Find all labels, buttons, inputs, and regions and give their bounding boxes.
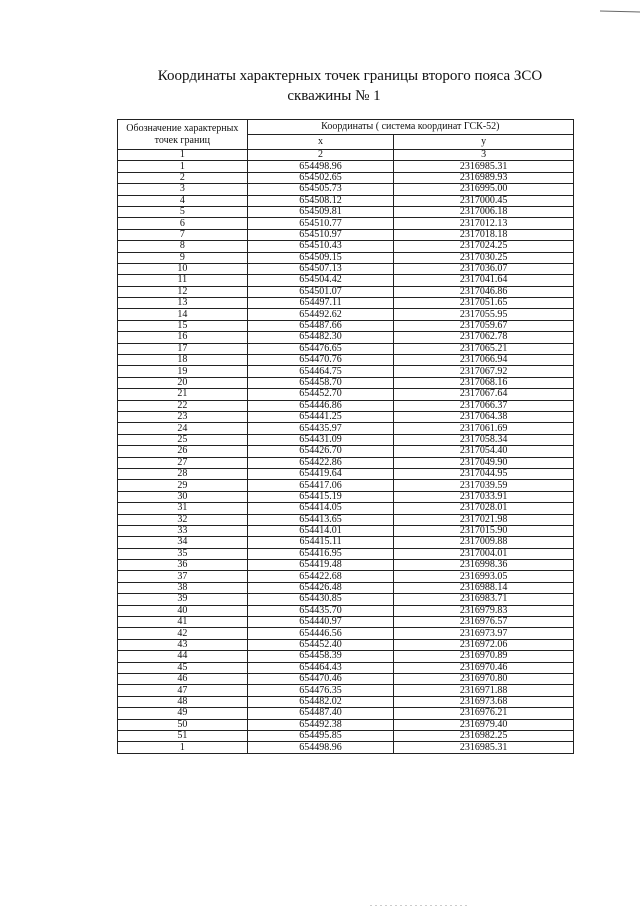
table-row <box>118 628 574 639</box>
point-id-cell: 25 <box>118 434 248 445</box>
table-row <box>118 195 574 206</box>
table-row <box>118 320 574 331</box>
point-id-cell: 38 <box>118 582 248 593</box>
x-coordinate-cell: 654417.06 <box>247 480 394 491</box>
point-id-cell: 36 <box>118 560 248 571</box>
x-coordinate-cell: 654435.70 <box>247 605 394 616</box>
table-row <box>118 560 574 571</box>
table-row <box>118 514 574 525</box>
point-id-cell: 5 <box>118 206 248 217</box>
point-id-cell: 42 <box>118 628 248 639</box>
table-row <box>118 286 574 297</box>
y-coordinate-cell: 2317064.38 <box>394 411 574 422</box>
y-coordinate-cell: 2317028.01 <box>394 503 574 514</box>
y-coordinate-cell: 2317018.18 <box>394 229 574 240</box>
x-coordinate-cell: 654413.65 <box>247 514 394 525</box>
point-id-cell: 37 <box>118 571 248 582</box>
x-coordinate-cell: 654510.43 <box>247 241 394 252</box>
x-coordinate-cell: 654419.48 <box>247 560 394 571</box>
x-coordinate-cell: 654431.09 <box>247 434 394 445</box>
table-row <box>118 218 574 229</box>
table-row <box>118 263 574 274</box>
x-coordinate-cell: 654440.97 <box>247 617 394 628</box>
point-id-cell: 40 <box>118 605 248 616</box>
x-coordinate-cell: 654495.85 <box>247 730 394 741</box>
point-id-cell: 32 <box>118 514 248 525</box>
point-id-cell: 3 <box>118 184 248 195</box>
x-coordinate-cell: 654446.86 <box>247 400 394 411</box>
table-row <box>118 343 574 354</box>
y-coordinate-cell: 2317062.78 <box>394 332 574 343</box>
x-coordinate-cell: 654510.97 <box>247 229 394 240</box>
column-number: 2 <box>247 150 394 161</box>
table-row <box>118 252 574 263</box>
coordinates-table <box>117 119 574 754</box>
table-row <box>118 229 574 240</box>
table-row <box>118 423 574 434</box>
table-row <box>118 730 574 741</box>
point-id-cell: 22 <box>118 400 248 411</box>
point-id-cell: 50 <box>118 719 248 730</box>
point-id-cell: 21 <box>118 389 248 400</box>
x-coordinate-cell: 654415.19 <box>247 491 394 502</box>
column-numbering-row <box>118 150 574 161</box>
point-id-cell: 27 <box>118 457 248 468</box>
y-coordinate-cell: 2317004.01 <box>394 548 574 559</box>
table-row <box>118 673 574 684</box>
table-row <box>118 617 574 628</box>
y-coordinate-cell: 2317024.25 <box>394 241 574 252</box>
y-coordinate-cell: 2317046.86 <box>394 286 574 297</box>
x-coordinate-cell: 654482.02 <box>247 696 394 707</box>
table-row <box>118 719 574 730</box>
y-coordinate-cell: 2316985.31 <box>394 742 574 753</box>
point-id-cell: 49 <box>118 708 248 719</box>
x-coordinate-cell: 654487.40 <box>247 708 394 719</box>
header-y: y <box>394 135 574 150</box>
point-id-cell: 11 <box>118 275 248 286</box>
x-coordinate-cell: 654464.43 <box>247 662 394 673</box>
table-row <box>118 651 574 662</box>
table-row <box>118 605 574 616</box>
y-coordinate-cell: 2316970.89 <box>394 651 574 662</box>
y-coordinate-cell: 2316982.25 <box>394 730 574 741</box>
y-coordinate-cell: 2316995.00 <box>394 184 574 195</box>
point-id-cell: 44 <box>118 651 248 662</box>
table-row <box>118 206 574 217</box>
x-coordinate-cell: 654492.38 <box>247 719 394 730</box>
table-row <box>118 480 574 491</box>
table-row <box>118 184 574 195</box>
y-coordinate-cell: 2317058.34 <box>394 434 574 445</box>
y-coordinate-cell: 2316988.14 <box>394 582 574 593</box>
point-id-cell: 15 <box>118 320 248 331</box>
table-row <box>118 537 574 548</box>
x-coordinate-cell: 654502.65 <box>247 172 394 183</box>
table-row <box>118 503 574 514</box>
y-coordinate-cell: 2316979.40 <box>394 719 574 730</box>
x-coordinate-cell: 654508.12 <box>247 195 394 206</box>
table-row <box>118 355 574 366</box>
point-id-cell: 4 <box>118 195 248 206</box>
table-row <box>118 172 574 183</box>
y-coordinate-cell: 2317059.67 <box>394 320 574 331</box>
y-coordinate-cell: 2317036.07 <box>394 263 574 274</box>
point-id-cell: 8 <box>118 241 248 252</box>
y-coordinate-cell: 2316973.97 <box>394 628 574 639</box>
x-coordinate-cell: 654435.97 <box>247 423 394 434</box>
table-row <box>118 525 574 536</box>
y-coordinate-cell: 2317065.21 <box>394 343 574 354</box>
x-coordinate-cell: 654505.73 <box>247 184 394 195</box>
y-coordinate-cell: 2317041.64 <box>394 275 574 286</box>
point-id-cell: 14 <box>118 309 248 320</box>
x-coordinate-cell: 654504.42 <box>247 275 394 286</box>
y-coordinate-cell: 2317044.95 <box>394 468 574 479</box>
point-id-cell: 30 <box>118 491 248 502</box>
x-coordinate-cell: 654498.96 <box>247 161 394 172</box>
table-row <box>118 582 574 593</box>
x-coordinate-cell: 654470.76 <box>247 355 394 366</box>
point-id-cell: 43 <box>118 639 248 650</box>
header-x: x <box>247 135 394 150</box>
x-coordinate-cell: 654414.05 <box>247 503 394 514</box>
point-id-cell: 1 <box>118 161 248 172</box>
table-row <box>118 161 574 172</box>
point-id-cell: 24 <box>118 423 248 434</box>
table-row <box>118 457 574 468</box>
table-row <box>118 548 574 559</box>
y-coordinate-cell: 2317009.88 <box>394 537 574 548</box>
x-coordinate-cell: 654430.85 <box>247 594 394 605</box>
header-row-1 <box>118 120 574 135</box>
point-id-cell: 48 <box>118 696 248 707</box>
point-id-cell: 1 <box>118 742 248 753</box>
x-coordinate-cell: 654414.01 <box>247 525 394 536</box>
table-row <box>118 389 574 400</box>
y-coordinate-cell: 2317066.37 <box>394 400 574 411</box>
y-coordinate-cell: 2316989.93 <box>394 172 574 183</box>
x-coordinate-cell: 654458.70 <box>247 377 394 388</box>
table-row <box>118 411 574 422</box>
column-number: 1 <box>118 150 248 161</box>
table-row <box>118 309 574 320</box>
table-row <box>118 275 574 286</box>
point-id-cell: 20 <box>118 377 248 388</box>
point-id-cell: 39 <box>118 594 248 605</box>
point-id-cell: 9 <box>118 252 248 263</box>
y-coordinate-cell: 2316972.06 <box>394 639 574 650</box>
table-row <box>118 662 574 673</box>
y-coordinate-cell: 2316973.68 <box>394 696 574 707</box>
y-coordinate-cell: 2317030.25 <box>394 252 574 263</box>
point-id-cell: 16 <box>118 332 248 343</box>
scan-artifact-top <box>600 0 640 3</box>
y-coordinate-cell: 2317039.59 <box>394 480 574 491</box>
y-coordinate-cell: 2317049.90 <box>394 457 574 468</box>
point-id-cell: 34 <box>118 537 248 548</box>
table-row <box>118 332 574 343</box>
point-id-cell: 12 <box>118 286 248 297</box>
point-id-cell: 33 <box>118 525 248 536</box>
y-coordinate-cell: 2317033.91 <box>394 491 574 502</box>
table-body <box>118 161 574 753</box>
point-id-cell: 51 <box>118 730 248 741</box>
point-id-cell: 7 <box>118 229 248 240</box>
y-coordinate-cell: 2316993.05 <box>394 571 574 582</box>
x-coordinate-cell: 654487.66 <box>247 320 394 331</box>
point-id-cell: 35 <box>118 548 248 559</box>
table-header <box>118 120 574 161</box>
x-coordinate-cell: 654507.13 <box>247 263 394 274</box>
table-row <box>118 639 574 650</box>
y-coordinate-cell: 2317068.16 <box>394 377 574 388</box>
header-coordinates-group: Координаты ( система координат ГСК-52) <box>247 120 573 135</box>
x-coordinate-cell: 654426.70 <box>247 446 394 457</box>
table-row <box>118 366 574 377</box>
x-coordinate-cell: 654422.86 <box>247 457 394 468</box>
point-id-cell: 29 <box>118 480 248 491</box>
x-coordinate-cell: 654446.56 <box>247 628 394 639</box>
x-coordinate-cell: 654492.62 <box>247 309 394 320</box>
x-coordinate-cell: 654415.11 <box>247 537 394 548</box>
point-id-cell: 19 <box>118 366 248 377</box>
y-coordinate-cell: 2316970.46 <box>394 662 574 673</box>
document-title <box>0 66 640 106</box>
x-coordinate-cell: 654464.75 <box>247 366 394 377</box>
y-coordinate-cell: 2317061.69 <box>394 423 574 434</box>
x-coordinate-cell: 654498.96 <box>247 742 394 753</box>
point-id-cell: 47 <box>118 685 248 696</box>
x-coordinate-cell: 654422.68 <box>247 571 394 582</box>
point-id-cell: 26 <box>118 446 248 457</box>
column-number: 3 <box>394 150 574 161</box>
y-coordinate-cell: 2316976.21 <box>394 708 574 719</box>
scan-artifact-bottom <box>370 893 470 894</box>
table-row <box>118 241 574 252</box>
y-coordinate-cell: 2317051.65 <box>394 298 574 309</box>
y-coordinate-cell: 2316970.80 <box>394 673 574 684</box>
table-row <box>118 491 574 502</box>
x-coordinate-cell: 654509.81 <box>247 206 394 217</box>
table-row <box>118 685 574 696</box>
y-coordinate-cell: 2316998.36 <box>394 560 574 571</box>
x-coordinate-cell: 654497.11 <box>247 298 394 309</box>
table-row <box>118 571 574 582</box>
point-id-cell: 6 <box>118 218 248 229</box>
point-id-cell: 45 <box>118 662 248 673</box>
point-id-cell: 2 <box>118 172 248 183</box>
table-row <box>118 434 574 445</box>
y-coordinate-cell: 2316983.71 <box>394 594 574 605</box>
x-coordinate-cell: 654476.35 <box>247 685 394 696</box>
table-row <box>118 594 574 605</box>
y-coordinate-cell: 2317067.64 <box>394 389 574 400</box>
x-coordinate-cell: 654452.70 <box>247 389 394 400</box>
y-coordinate-cell: 2317021.98 <box>394 514 574 525</box>
table-row <box>118 377 574 388</box>
y-coordinate-cell: 2317054.40 <box>394 446 574 457</box>
point-id-cell: 13 <box>118 298 248 309</box>
x-coordinate-cell: 654416.95 <box>247 548 394 559</box>
x-coordinate-cell: 654452.40 <box>247 639 394 650</box>
y-coordinate-cell: 2316971.88 <box>394 685 574 696</box>
x-coordinate-cell: 654426.48 <box>247 582 394 593</box>
point-id-cell: 10 <box>118 263 248 274</box>
x-coordinate-cell: 654509.15 <box>247 252 394 263</box>
y-coordinate-cell: 2317055.95 <box>394 309 574 320</box>
x-coordinate-cell: 654458.39 <box>247 651 394 662</box>
point-id-cell: 28 <box>118 468 248 479</box>
y-coordinate-cell: 2317067.92 <box>394 366 574 377</box>
y-coordinate-cell: 2317000.45 <box>394 195 574 206</box>
y-coordinate-cell: 2317012.13 <box>394 218 574 229</box>
point-id-cell: 46 <box>118 673 248 684</box>
point-id-cell: 18 <box>118 355 248 366</box>
x-coordinate-cell: 654510.77 <box>247 218 394 229</box>
table-row <box>118 298 574 309</box>
point-id-cell: 17 <box>118 343 248 354</box>
y-coordinate-cell: 2316979.83 <box>394 605 574 616</box>
point-id-cell: 23 <box>118 411 248 422</box>
table-row <box>118 468 574 479</box>
table-row <box>118 708 574 719</box>
point-id-cell: 41 <box>118 617 248 628</box>
title-line-1: Координаты характерных точек границы второго пояса ЗСО <box>157 68 543 84</box>
table-row <box>118 446 574 457</box>
title-line-2: скважины № 1 <box>287 88 381 104</box>
point-id-cell: 31 <box>118 503 248 514</box>
x-coordinate-cell: 654476.65 <box>247 343 394 354</box>
y-coordinate-cell: 2316985.31 <box>394 161 574 172</box>
y-coordinate-cell: 2316976.57 <box>394 617 574 628</box>
x-coordinate-cell: 654501.07 <box>247 286 394 297</box>
table-row <box>118 742 574 753</box>
y-coordinate-cell: 2317006.18 <box>394 206 574 217</box>
y-coordinate-cell: 2317015.90 <box>394 525 574 536</box>
y-coordinate-cell: 2317066.94 <box>394 355 574 366</box>
table-row <box>118 696 574 707</box>
x-coordinate-cell: 654419.64 <box>247 468 394 479</box>
header-point-label: Обозначение характерных точек границ <box>118 120 248 150</box>
x-coordinate-cell: 654482.30 <box>247 332 394 343</box>
x-coordinate-cell: 654441.25 <box>247 411 394 422</box>
table-row <box>118 400 574 411</box>
x-coordinate-cell: 654470.46 <box>247 673 394 684</box>
